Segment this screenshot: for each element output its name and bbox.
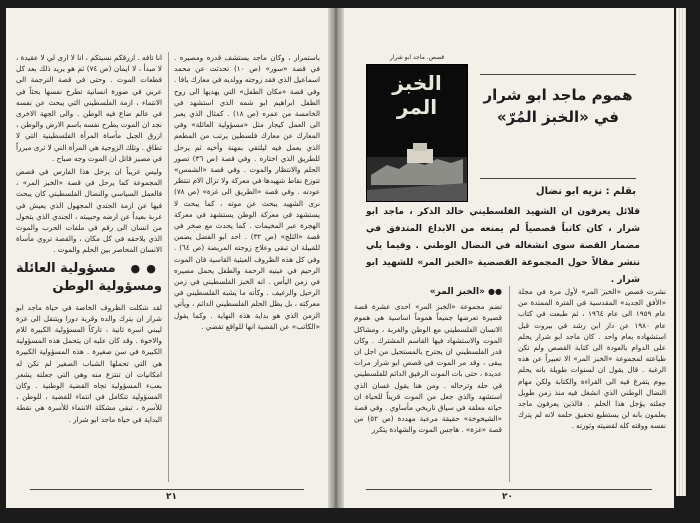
book-spine bbox=[328, 8, 344, 508]
cover-photo-title: الخبز المر bbox=[392, 71, 442, 119]
left-page-column-left bbox=[16, 52, 162, 480]
title-rule-top bbox=[480, 74, 636, 75]
right-page-column-left bbox=[354, 286, 502, 486]
kicker: قصص. ماجد ابو شرار bbox=[389, 54, 445, 61]
right-page bbox=[344, 8, 674, 508]
cover-photo bbox=[366, 64, 468, 202]
left-page-column-right bbox=[174, 52, 320, 480]
footer-rule bbox=[366, 489, 652, 490]
page-number-left: ٢١ bbox=[166, 492, 177, 502]
page-stack-edge bbox=[676, 8, 686, 496]
sidebar-text: نشرت قصص «الخبز المر» لأول مرة في مجلة «الأفق الجديد» المقدسية في الفترة الممتدة من عام ١٩٥٩ الى عام ١٩٦٤ ، ثم طبعت في كتاب عام ١٩٨٠ عن دار ابن رشد في بيروت قبل استشهاده بعام واحد . كان ماجد ابو شرار يحلم على الدوام بالعودة الى كتابة القصص ولم تكن طباعته لمجموعة «الخبز المر» الا تعبيراً عن هذه الرغبة . قال يقول ان لسنوات طويلة بانه يحلم بيوم يتفرغ فيه الى القراءة والكتابة ولكن مهام النضال الوطني الذي انشغل فيه منذ زمن طويل جعلته يؤجل هذا الحلم . فالذين يعرفون ماجد يعلمون بانه لن يستطيع تحقيق حلمه لانه لم يترك نفسه ووقته كله لقضيته وثورته . bbox=[518, 287, 666, 431]
left-col-left-mid-text: وليس غريباً ان يرحل هذا الفارس في قصص المجموعة كما يرحل في قصة «الخبز المر» ، فالعمل السياسي والنضال الفلسطيني كان يبحث فيها عن ازمة الجندي المجهول الذي يعيش في غربة بعيداً عن ارضه وحبيبته ، الجندي الذي يتحول من انسان الى رقم في ملفات الحرب والموت الذي يلاحقه في كل مكان ، والقصة تروي مأساة الانسان المحاصر بين الحلم والموت . bbox=[16, 167, 162, 255]
right-page-column-right bbox=[518, 286, 666, 486]
bullet-marks-icon: ●● bbox=[130, 261, 162, 275]
article-title: هموم ماجد ابو شرار في «الخبز المُرّ» bbox=[483, 86, 633, 126]
section-heading-family bbox=[16, 260, 162, 296]
section-heading-bread: «الخبز المر» bbox=[429, 287, 485, 297]
byline: بقلم : نزيه ابو نضال bbox=[535, 186, 636, 197]
bullet-marks-icon: ●● bbox=[488, 287, 502, 296]
title-rule-bottom bbox=[480, 178, 636, 179]
main-text: تضم مجموعة «الخبز المر» احدى عشرة قصة قصيرة تعرضها جميعاً هموماً اساسية هي هموم الانسان الفلسطيني مع الوطن والغربة ، ومشاكل الموت والاستشهاد فيها القاسم المشترك . وكان قدر الفلسطيني ان يجترح بالمستحيل من اجل ان يبقى ، وقد مر الموت في قصص ابو شرار مرات عديدة ، حتى بات الموت الرفيق الدائم للفلسطيني في حله وترحاله . ومن هنا يقول غسان الذي استشهد والذي جعل من الموت قريناً للحياة ان حياته معلقة في سياق تاريخي مأساوي . وفي قصة «الشيخوخة» حقيقة مرعبة مهددة (ص ٥٢) من قصة «غزة» . هاجس الموت والشهادة يتكرر bbox=[353, 302, 502, 435]
footer-rule bbox=[30, 489, 304, 490]
column-divider bbox=[168, 52, 169, 482]
intro: قلائل يعرفون ان الشهيد الفلسطيني خالد الذكر ، ماجد ابو شرار ، كان كاتباً قصصياً لم يمنعه من الابداع المتدفق في مضمار القصة سوى انشغاله في النضال الوطني . وفيما يلي ننشر مقالاً حول المجموعة القصصية «الخبز المر» للشهيد ابو شرار . bbox=[366, 207, 640, 285]
column-divider bbox=[509, 286, 510, 482]
left-col-left-bottom-text: لقد شكلت الظروف الخاصة في حياة ماجد ابو شرار ان يترك والده وقرية دورا ويتنقل الى غزة ليبني اسرة ثانية ، تاركاً المسؤولية الكبيرة للام والاخوة . وقد كان عليه ان يتحمل هذه المسؤولية الكبيرة في سن صغيرة . هذه المسؤولية الكبيرة هي التي تحملها الشباب الصغير لم تكن له امكانيات ان تنتزع منه وهي التي جعلته يشعر بعبء المسؤولية تجاه القضية الوطنية . وكان المسؤولية تتكامل في انتماء للقضية ، للوطن ، للأسرة ، تبقى مشكلة الانتماء للأسرة هي نقطة البداية في حياة ماجد ابو شرار . bbox=[16, 302, 162, 424]
left-col-right-text: باستمرار ، وكان ماجد يستشف قدره ومصيره . في قصة «سور» (ص ١٠) تحدثت عن محمد اسماعيل الذي فقد زوجته وولديه في معارك يافا . وفي قصة «مكان الطفل» التي يهديها الى روح الطفل ابراهيم ابو شمه الذي استشهد في الخامسة من عمره (ص ١٨) . كمثال الذي يعبر الى العمل كيجار مثل «مسؤولية العائلة» وفي المعارك عن معارك فلسطين يرتب من المطعم الذي يعمل فيه ليلتقي بمهنة وأخيه ثم يرحل للطريق الذي اختاره . وفي قصة (ص ٣٦) تصور الحلم والانتظار والموت . وفي قصة «الشمس» تتوزع نقاط شهيدها في معركة ولا تزال الام تنتظر عودته . وفي قصة «الطريق الى غزة» (ص ٧٨) نرى الشهيد يبحث عن موته ، كما يبحث لا يستشهد في معركة الوطن يستشهد في معركة الهجرة عبر المخيمات . كما يحدث مع صخر في قصة «الثلج» (ص ٣٢) . احد ابو الفضل يضمن للقبيلة ان تبقى وعلاج زوجته المريضة (ص ٦٤) . وفي كل هذه الظروف العبثية القاسية فان الموت الرحيم في عينيه الرحمة والطفل يحمل مصيره في زمن اليأس . انه الخبز الفلسطيني في زمن الرحيل والرغيف . وكأنه ما يشبه الفلسطيني في معركته ، بل يظل الحلم الفلسطيني الدائم ، ويأتي الزمن الذي هو بداية هذه النهاية . وكما يقول «الكاتب» عن القضية انها للواقع تقضي . bbox=[174, 53, 321, 331]
page-number-right: ٢٠ bbox=[502, 492, 513, 502]
section-heading-family-text: مسؤولية العائلة ومسؤولية الوطن bbox=[16, 260, 162, 294]
left-page bbox=[6, 8, 328, 508]
left-col-left-top-text: انا تافه . ازرقكم نسيتكم ، انا لا ارى لي لا عقيدة ، لا مبدأ ، لا ايمان (ص ٧٤) ثم هو يريد ذلك بعد كل قطعات الموت . وحتى في قصة الترجمة الى عربي في صورة انسانية تطرح نفسها بحثاً في الانتماء ، ازمة الفلسطيني التي يبحث عن نفسه في عالم ضاع فيه الوطن . والى الجهة الاخرى نجد ان الموت يطرح نفسه باسم الارض والوطن ، ازرق الجبل مأساة المرأة الفلسطينية التي لا تطاق . وتلك الزوجية هي المرأة التي لا ترى مبرراً في مصير قاتل ان الموت وجه صباح . bbox=[16, 53, 162, 163]
cover-photo-illustration bbox=[367, 65, 467, 201]
